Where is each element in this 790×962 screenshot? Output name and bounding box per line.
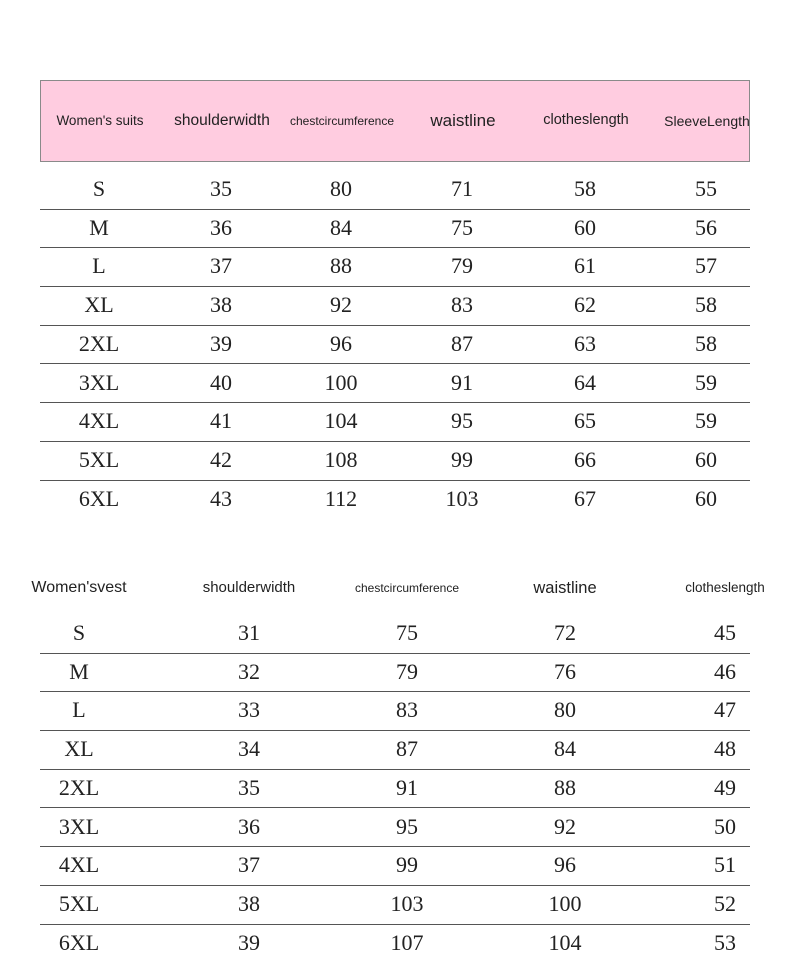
vest-header-chest: [347, 560, 467, 616]
suits-cell: 60: [695, 485, 717, 511]
suits-cell: 112: [324, 485, 358, 511]
vest-cell: 33: [238, 697, 260, 723]
suits-cell: 71: [451, 176, 473, 201]
vest-cell: 91: [396, 774, 418, 800]
vest-cell: 80: [554, 697, 576, 723]
suits-cell: 3XL: [78, 369, 120, 395]
suits-cell: 104: [324, 408, 358, 434]
table-row: [40, 846, 750, 886]
vest-cell: 87: [396, 736, 418, 762]
vest-cell: 47: [714, 697, 736, 723]
table-row: [40, 247, 750, 287]
vest-cell: 75: [396, 620, 418, 645]
suits-cell: 87: [451, 330, 473, 356]
suits-cell: 91: [451, 369, 473, 395]
suits-cell: 42: [210, 446, 232, 472]
suits-cell: 59: [695, 408, 717, 434]
vest-cell: 38: [238, 890, 260, 916]
vest-cell: 49: [714, 774, 736, 800]
suits-cell: 41: [210, 408, 232, 434]
vest-cell: 51: [714, 852, 736, 878]
suits-cell: 99: [451, 446, 473, 472]
suits-cell: 83: [451, 292, 473, 318]
vest-cell: 35: [238, 774, 260, 800]
suits-cell: 84: [330, 214, 352, 240]
vest-header-row: [0, 560, 790, 616]
vest-cell: 72: [554, 620, 576, 645]
vest-cell: 4XL: [58, 852, 100, 878]
suits-header-row: [40, 80, 750, 162]
table-row: [40, 441, 750, 481]
table-row: [40, 286, 750, 326]
vest-header-chest-line: chest: [354, 580, 384, 595]
suits-cell: 43: [210, 485, 232, 511]
vest-header-shoulder-line: width: [260, 578, 296, 596]
suits-cell: 58: [574, 176, 596, 201]
vest-header-size-line: vest: [97, 579, 127, 597]
suits-header-shoulder-line: shoulder: [174, 111, 234, 129]
table-row: [40, 209, 750, 249]
vest-cell: 46: [714, 658, 736, 684]
vest-header-size-line: Women's: [31, 579, 98, 597]
suits-cell: 65: [574, 408, 596, 434]
vest-cell: S: [72, 620, 86, 645]
vest-header-waist-line: waistline: [533, 578, 597, 597]
vest-cell: 50: [714, 813, 736, 839]
vest-cell: 34: [238, 736, 260, 762]
suits-cell: 62: [574, 292, 596, 318]
suits-cell: L: [92, 253, 106, 279]
suits-header-chest: [282, 81, 402, 161]
suits-cell: 92: [330, 292, 352, 318]
table-row: [40, 170, 750, 210]
table-row: [40, 480, 750, 519]
suits-cell: 67: [574, 485, 596, 511]
suits-cell: 40: [210, 369, 232, 395]
suits-header-size-line: Women's suits: [56, 112, 144, 128]
suits-header-waist-line: waistline: [430, 110, 496, 130]
suits-cell: 88: [330, 253, 352, 279]
suits-header-shoulder: [162, 81, 282, 161]
vest-header-length-line: clothes: [685, 579, 728, 595]
suits-header-waist: [403, 81, 523, 161]
vest-cell: 84: [554, 736, 576, 762]
vest-cell: 79: [396, 658, 418, 684]
suits-cell: 57: [695, 253, 717, 279]
table-row: [40, 402, 750, 442]
vest-header-length-line: length: [727, 579, 765, 595]
vest-header-size: [19, 560, 139, 616]
vest-cell: 37: [238, 852, 260, 878]
vest-cell: 3XL: [58, 813, 100, 839]
vest-header-chest-line: circumference: [383, 580, 460, 595]
suits-cell: 2XL: [78, 330, 120, 356]
table-row: [40, 653, 750, 693]
suits-cell: S: [92, 176, 106, 201]
vest-cell: 52: [714, 890, 736, 916]
table-row: [40, 769, 750, 809]
suits-cell: M: [89, 214, 109, 240]
vest-cell: 103: [390, 890, 424, 916]
vest-cell: 92: [554, 813, 576, 839]
suits-cell: 6XL: [78, 485, 120, 511]
suits-header-sleeve: [647, 81, 767, 161]
vest-cell: 100: [548, 890, 582, 916]
suits-header-length: [526, 81, 646, 161]
suits-cell: 59: [695, 369, 717, 395]
vest-cell: 83: [396, 697, 418, 723]
vest-header-waist: [505, 560, 625, 616]
suits-cell: 56: [695, 214, 717, 240]
suits-cell: 60: [695, 446, 717, 472]
suits-cell: 75: [451, 214, 473, 240]
table-row: [40, 325, 750, 365]
suits-cell: 100: [324, 369, 358, 395]
suits-header-shoulder-line: width: [233, 111, 270, 129]
vest-cell: 96: [554, 852, 576, 878]
suits-header-length-line: length: [589, 112, 629, 129]
vest-cell: 6XL: [58, 929, 100, 955]
vest-cell: 53: [714, 929, 736, 955]
suits-cell: 96: [330, 330, 352, 356]
vest-header-shoulder: [189, 560, 309, 616]
suits-cell: 61: [574, 253, 596, 279]
vest-cell: XL: [64, 736, 94, 762]
vest-cell: 36: [238, 813, 260, 839]
table-row: [40, 730, 750, 770]
suits-cell: 58: [695, 292, 717, 318]
vest-cell: 32: [238, 658, 260, 684]
suits-cell: 5XL: [78, 446, 120, 472]
vest-cell: M: [69, 658, 89, 684]
vest-header-shoulder-line: shoulder: [202, 578, 261, 596]
table-row: [40, 364, 750, 404]
vest-cell: 48: [714, 736, 736, 762]
suits-cell: 63: [574, 330, 596, 356]
suits-cell: 36: [210, 214, 232, 240]
suits-cell: 37: [210, 253, 232, 279]
vest-cell: 95: [396, 813, 418, 839]
suits-cell: 64: [574, 369, 596, 395]
table-row: [40, 885, 750, 925]
suits-cell: XL: [84, 292, 114, 318]
vest-cell: 104: [548, 929, 582, 955]
suits-header-chest-line: circumference: [318, 113, 395, 128]
table-row: [40, 924, 750, 962]
vest-cell: 99: [396, 852, 418, 878]
suits-cell: 95: [451, 408, 473, 434]
suits-cell: 103: [445, 485, 479, 511]
table-row: [40, 614, 750, 654]
suits-cell: 58: [695, 330, 717, 356]
table-row: [40, 808, 750, 848]
suits-cell: 55: [695, 176, 717, 201]
vest-header-length: [665, 560, 785, 616]
suits-header-sleeve-line: Sleeve: [664, 112, 707, 129]
vest-cell: 5XL: [58, 890, 100, 916]
vest-cell: 39: [238, 929, 260, 955]
suits-cell: 79: [451, 253, 473, 279]
table-row: [40, 691, 750, 731]
vest-cell: 2XL: [58, 774, 100, 800]
vest-cell: 45: [714, 620, 736, 645]
vest-cell: L: [72, 697, 86, 723]
suits-cell: 66: [574, 446, 596, 472]
suits-cell: 39: [210, 330, 232, 356]
suits-cell: 60: [574, 214, 596, 240]
vest-cell: 88: [554, 774, 576, 800]
suits-header-length-line: clothes: [543, 112, 590, 129]
vest-cell: 31: [238, 620, 260, 645]
suits-cell: 4XL: [78, 408, 120, 434]
vest-cell: 76: [554, 658, 576, 684]
vest-cell: 107: [390, 929, 424, 955]
suits-header-chest-line: chest: [289, 113, 319, 128]
suits-header-size: [40, 81, 160, 161]
suits-cell: 35: [210, 176, 232, 201]
suits-header-sleeve-line: Length: [706, 112, 750, 129]
suits-cell: 108: [324, 446, 358, 472]
suits-cell: 80: [330, 176, 352, 201]
suits-cell: 38: [210, 292, 232, 318]
